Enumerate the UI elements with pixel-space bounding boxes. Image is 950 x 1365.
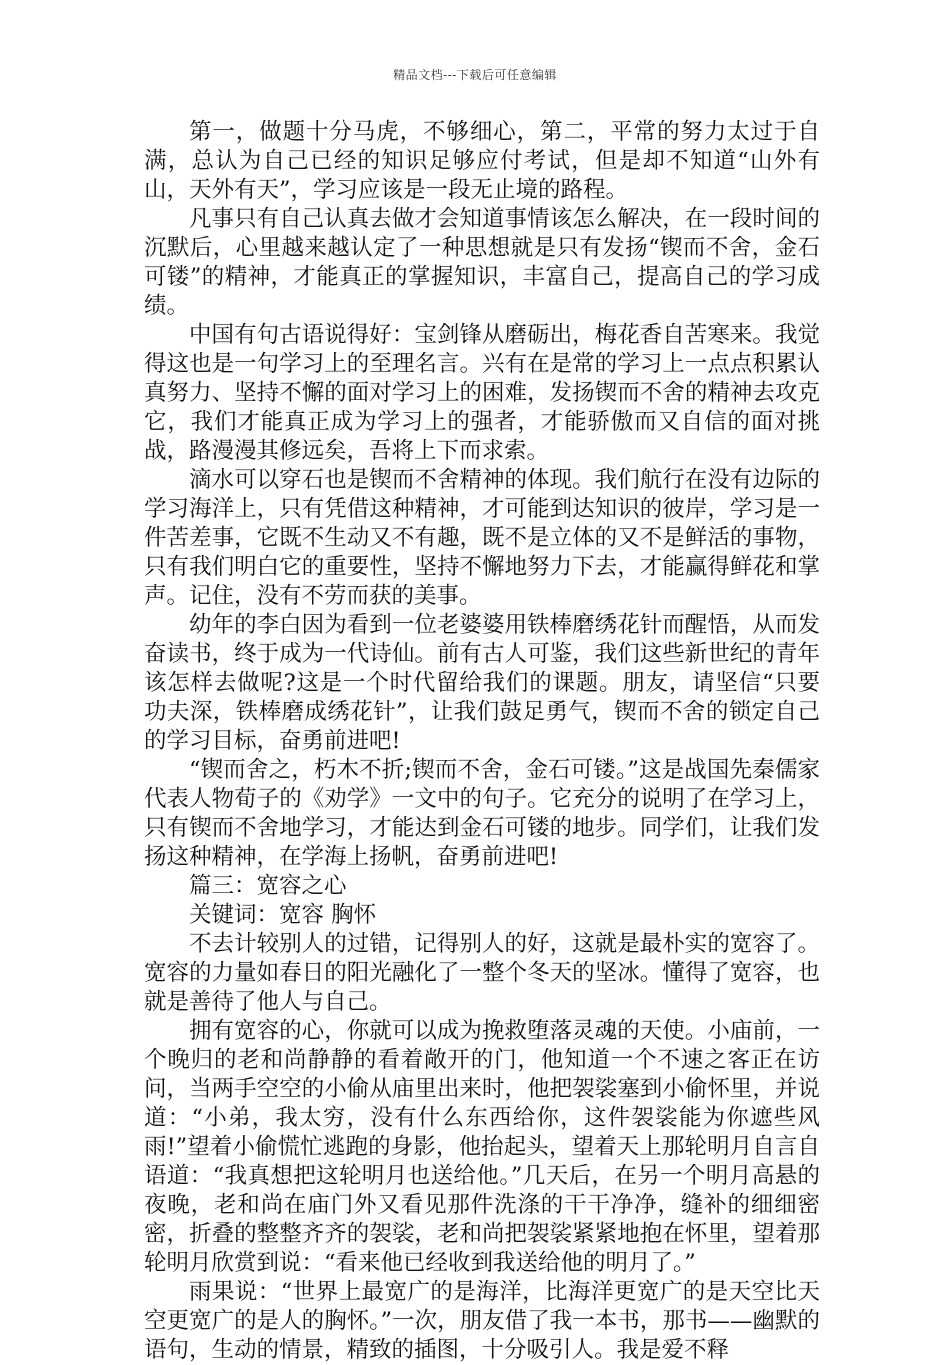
paragraph: 凡事只有自己认真去做才会知道事情该怎么解决，在一段时间的沉默后，心里越来越认定了一种思想就是只有发扬“锲而不舍，金石可镂”的精神，才能真正的掌握知识，丰富自己，提高自己的学习成绩。 — [144, 206, 820, 319]
paragraph: “锲而舍之，朽木不折;锲而不舍，金石可镂。”这是战国先秦儒家代表人物荀子的《劝学》一文中的句子。它充分的说明了在学习上，只有锲而不舍地学习，才能达到金石可镂的地步。同学们，让我们发扬这种精神，在学海上扬帆，奋勇前进吧! — [144, 757, 820, 870]
paragraph: 滴水可以穿石也是锲而不舍精神的体现。我们航行在没有边际的学习海洋上，只有凭借这种精神，才可能到达知识的彼岸，学习是一件苦差事，它既不生动又不有趣，既不是立体的又不是鲜活的事物，只有我们明白它的重要性，坚持不懈地努力下去，才能赢得鲜花和掌声。记住，没有不劳而获的美事。 — [144, 467, 820, 609]
paragraph: 不去计较别人的过错，记得别人的好，这就是最朴实的宽容了。宽容的力量如春日的阳光融化了一整个冬天的坚冰。懂得了宽容，也就是善待了他人与自己。 — [144, 931, 820, 1015]
paragraph: 第一，做题十分马虎，不够细心，第二，平常的努力太过于自满，总认为自己已经的知识足够应付考试，但是却不知道“山外有山，天外有天”，学习应该是一段无止境的路程。 — [144, 119, 820, 203]
paragraph: 中国有句古语说得好：宝剑锋从磨砺出，梅花香自苦寒来。我觉得这也是一句学习上的至理名言。兴有在是常的学习上一点点积累认真努力、坚持不懈的面对学习上的困难，发扬锲而不舍的精神去攻克它，我们才能真正成为学习上的强者，才能骄傲而又自信的面对挑战，路漫漫其修远矣，吾将上下而求索。 — [144, 322, 820, 464]
page-header: 精品文档---下载后可任意编辑 — [393, 68, 557, 82]
keywords-line: 关键词：宽容 胸怀 — [189, 902, 377, 928]
paragraph: 雨果说：“世界上最宽广的是海洋，比海洋更宽广的是天空比天空更宽广的是人的胸怀。”一次，朋友借了我一本书，那书——幽默的语句，生动的情景，精致的插图，十分吸引人。我是爱不释 — [144, 1279, 820, 1363]
document-body — [144, 118, 820, 1365]
paragraph: 幼年的李白因为看到一位老婆婆用铁棒磨绣花针而醒悟，从而发奋读书，终于成为一代诗仙。前有古人可鉴，我们这些新世纪的青年该怎样去做呢?这是一个时代留给我们的课题。朋友，请坚信“只要功夫深，铁棒磨成绣花针”，让我们鼓足勇气，锲而不舍的锁定自己的学习目标，奋勇前进吧! — [144, 612, 820, 754]
section-heading: 篇三：宽容之心 — [189, 873, 347, 899]
paragraph: 拥有宽容的心，你就可以成为挽救堕落灵魂的天使。小庙前，一个晚归的老和尚静静的看着敞开的门，他知道一个不速之客正在访问，当两手空空的小偷从庙里出来时，他把袈裟塞到小偷怀里，并说道：“小弟，我太穷，没有什么东西给你，这件袈裟能为你遮些风雨!”望着小偷慌忙逃跑的身影，他抬起头，望着天上那轮明月自言自语道：“我真想把这轮明月也送给他。”几天后，在另一个明月高悬的夜晚，老和尚在庙门外又看见那件洗涤的干干净净，缝补的细细密密，折叠的整整齐齐的袈裟，老和尚把袈裟紧紧地抱在怀里，望着那轮明月欣赏到说：“看来他已经收到我送给他的明月了。” — [144, 1018, 820, 1276]
